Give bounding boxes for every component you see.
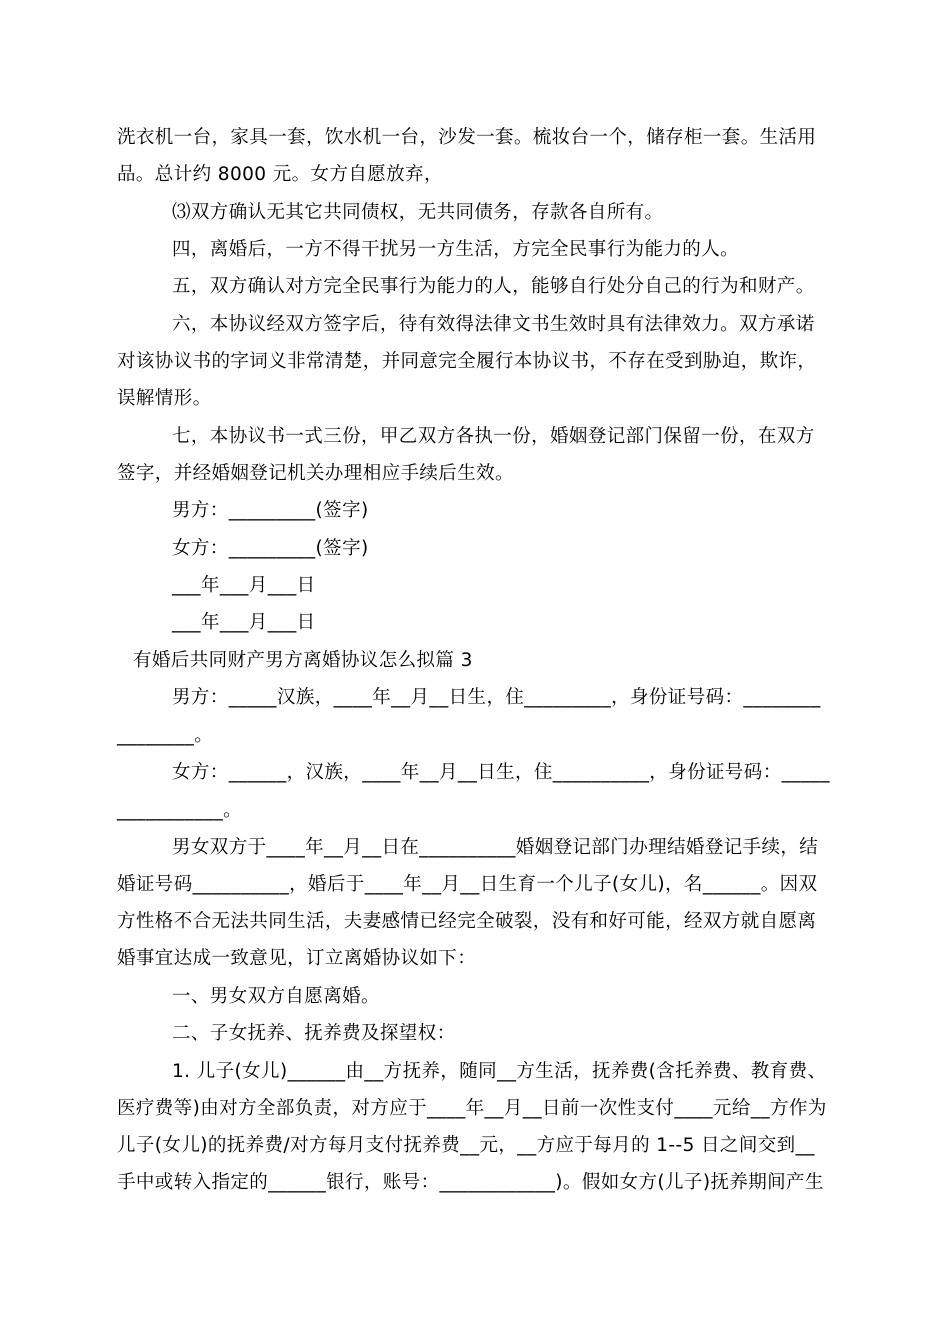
- paragraph-line: 婚事宜达成一致意见，订立离婚协议如下：: [117, 948, 477, 969]
- paragraph-line: 七，本协议书一式三份，甲乙双方各执一份，婚姻登记部门保留一份，在双方: [172, 426, 815, 447]
- paragraph-line: 六，本协议经双方签字后，待有效得法律文书生效时具有法律效力。双方承诺: [172, 314, 815, 335]
- paragraph-line: 医疗费等)由对方全部负责，对方应于____年__月__日前一次性支付____元给__方作为: [117, 1098, 827, 1119]
- paragraph-line: 一、男女双方自愿离婚。: [172, 986, 380, 1007]
- signature-line-female: 女方：_________(签字): [172, 538, 369, 559]
- paragraph-line: ⑶双方确认无其它共同债权，无共同债务，存款各自所有。: [172, 202, 664, 223]
- paragraph-line: 手中或转入指定的______银行，账号：____________)。假如女方(儿子)抚养期间产生: [117, 1172, 824, 1193]
- paragraph-line: 女方：______，汉族，____年__月__日生，住__________，身份证号码：_____: [172, 762, 830, 783]
- section-title: 有婚后共同财产男方离婚协议怎么拟篇 3: [133, 650, 473, 671]
- paragraph-line: 五，双方确认对方完全民事行为能力的人，能够自行处分自己的行为和财产。: [172, 276, 815, 297]
- paragraph-line: 男女双方于____年__月__日在__________婚姻登记部门办理结婚登记手续，结: [172, 837, 819, 858]
- paragraph-line: 男方：_____汉族，____年__月__日生，住_________，身份证号码：________: [172, 687, 821, 708]
- paragraph-line: 婚证号码__________，婚后于____年__月__日生育一个儿子(女儿)，名______。因双: [117, 874, 818, 895]
- paragraph-line: ___________。: [117, 800, 243, 821]
- paragraph-line: 1. 儿子(女儿)______由__方抚养，随同__方生活，抚养费(含托养费、教育费、: [172, 1061, 827, 1082]
- paragraph-line: 儿子(女儿)的抚养费/对方每月支付抚养费__元，__方应于每月的 1--5 日之间交到__: [117, 1135, 815, 1156]
- paragraph-line: 误解情形。: [117, 388, 212, 409]
- paragraph-line: 方性格不合无法共同生活，夫妻感情已经完全破裂，没有和好可能，经双方就自愿离: [117, 911, 817, 932]
- paragraph-line: 四，离婚后，一方不得干扰另一方生活，方完全民事行为能力的人。: [172, 239, 740, 260]
- paragraph-line: 对该协议书的字词义非常清楚，并同意完全履行本协议书，不存在受到胁迫，欺诈，: [117, 351, 817, 372]
- paragraph-line: 二、子女抚养、抚养费及探望权：: [172, 1023, 456, 1044]
- date-line: ___年___月___日: [172, 612, 316, 633]
- paragraph-line: 品。总计约 8000 元。女方自愿放弃，: [117, 164, 443, 185]
- paragraph-line: 签字，并经婚姻登记机关办理相应手续后生效。: [117, 463, 514, 484]
- date-line: ___年___月___日: [172, 575, 316, 596]
- paragraph-line: 洗衣机一台，家具一套，饮水机一台，沙发一套。梳妆台一个，储存柜一套。生活用: [117, 127, 817, 148]
- signature-line-male: 男方：_________(签字): [172, 500, 369, 521]
- paragraph-line: ________。: [117, 725, 214, 746]
